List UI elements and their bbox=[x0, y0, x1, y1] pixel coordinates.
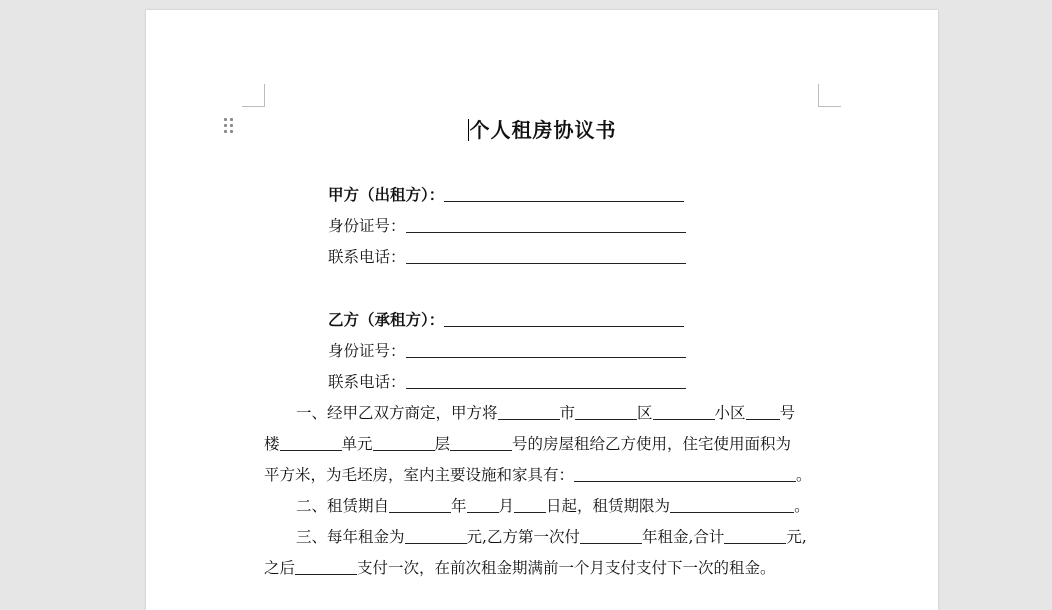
clause-1-text: 一、经甲乙双方商定，甲方将 bbox=[296, 404, 498, 422]
district-label: 区 bbox=[637, 404, 653, 422]
city-label: 市 bbox=[559, 404, 576, 422]
floor-blank[interactable] bbox=[373, 434, 435, 451]
party-b-heading: 乙方（承租方）： bbox=[328, 310, 445, 329]
party-a-id-line[interactable] bbox=[328, 215, 686, 237]
clause-1-line-2[interactable] bbox=[264, 433, 791, 455]
lease-start-text: 二、租赁期自 bbox=[296, 497, 390, 515]
clause-3-line-2[interactable] bbox=[264, 557, 776, 579]
year-blank[interactable] bbox=[389, 496, 451, 513]
title-text: 个人租房协议书 bbox=[469, 118, 617, 142]
top-left-margin-mark bbox=[242, 84, 265, 107]
building-label: 楼 bbox=[264, 435, 280, 453]
party-a-name-blank[interactable] bbox=[444, 185, 684, 202]
party-a-heading: 甲方（出租方）： bbox=[328, 185, 445, 204]
annual-rent-text: 三、每年租金为 bbox=[296, 528, 405, 546]
year-label: 年 bbox=[451, 497, 467, 515]
room-blank[interactable] bbox=[450, 434, 512, 451]
payment-interval-blank[interactable] bbox=[295, 558, 357, 575]
top-right-margin-mark bbox=[818, 84, 841, 107]
yuan-label: 元, bbox=[786, 528, 807, 546]
party-b-phone-line[interactable] bbox=[328, 371, 686, 393]
period: 。 bbox=[794, 497, 810, 515]
clause-1-line-3[interactable] bbox=[264, 464, 812, 486]
party-b-phone-blank[interactable] bbox=[406, 372, 686, 389]
community-label: 小区 bbox=[714, 404, 746, 422]
unit-blank[interactable] bbox=[280, 434, 342, 451]
party-a-phone-line[interactable] bbox=[328, 246, 686, 268]
first-payment-text: 元,乙方第一次付 bbox=[466, 528, 580, 546]
total-text: 年租金,合计 bbox=[641, 528, 725, 546]
party-b-id-label: 身份证号： bbox=[328, 342, 406, 360]
party-b-id-line[interactable] bbox=[328, 340, 686, 362]
text-cursor bbox=[468, 119, 469, 141]
period: 。 bbox=[796, 466, 812, 484]
clause-3-line-1[interactable] bbox=[296, 526, 807, 548]
month-label: 月 bbox=[498, 497, 515, 515]
party-b-phone-label: 联系电话： bbox=[328, 373, 406, 391]
document-page[interactable] bbox=[146, 10, 938, 610]
city-blank[interactable] bbox=[498, 403, 560, 420]
party-a-phone-blank[interactable] bbox=[406, 247, 686, 264]
party-a-id-blank[interactable] bbox=[406, 216, 686, 233]
party-a-heading-line[interactable] bbox=[328, 184, 684, 206]
party-b-name-blank[interactable] bbox=[444, 310, 684, 327]
first-payment-years-blank[interactable] bbox=[580, 527, 642, 544]
month-blank[interactable] bbox=[467, 496, 499, 513]
party-b-heading-line[interactable] bbox=[328, 309, 684, 331]
floor-label: 层 bbox=[434, 435, 451, 453]
payment-schedule-text: 支付一次，在前次租金期满前一个月支付支付下一次的租金。 bbox=[357, 559, 776, 577]
number-label: 号 bbox=[779, 404, 796, 422]
community-blank[interactable] bbox=[653, 403, 715, 420]
area-text: 平方米，为毛坯房，室内主要设施和家具有： bbox=[264, 466, 575, 484]
after-text: 之后 bbox=[264, 559, 296, 577]
total-blank[interactable] bbox=[724, 527, 786, 544]
clause-2-line[interactable] bbox=[296, 495, 810, 517]
room-text: 号的房屋租给乙方使用，住宅使用面积为 bbox=[512, 435, 792, 453]
annual-rent-blank[interactable] bbox=[405, 527, 467, 544]
unit-label: 单元 bbox=[341, 435, 373, 453]
lease-term-blank[interactable] bbox=[670, 496, 794, 513]
document-title[interactable] bbox=[146, 114, 938, 143]
clause-1-line-1[interactable] bbox=[296, 402, 795, 424]
party-a-phone-label: 联系电话： bbox=[328, 248, 406, 266]
lease-term-text: 日起，租赁期限为 bbox=[546, 497, 671, 515]
party-b-id-blank[interactable] bbox=[406, 341, 686, 358]
day-blank[interactable] bbox=[514, 496, 546, 513]
facilities-blank[interactable] bbox=[574, 465, 796, 482]
number-blank[interactable] bbox=[746, 403, 780, 420]
district-blank[interactable] bbox=[575, 403, 637, 420]
party-a-id-label: 身份证号： bbox=[328, 217, 406, 235]
